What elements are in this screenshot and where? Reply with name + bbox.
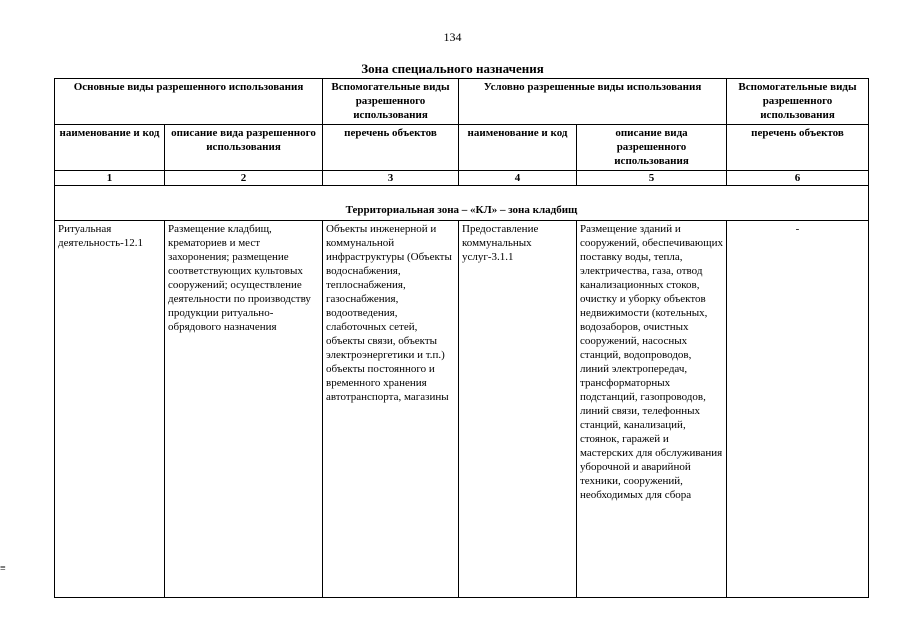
main-name-cell: Ритуальная деятельность-12.1 bbox=[55, 221, 165, 598]
page-number: 134 bbox=[443, 30, 462, 44]
header-main-types: Основные виды разрешенного использования bbox=[55, 79, 323, 125]
zone-heading: Территориальная зона – «КЛ» – зона кладбищ bbox=[55, 186, 869, 221]
header-auxiliary-2: Вспомогательные виды разрешенного использования bbox=[727, 79, 869, 125]
table-row bbox=[55, 221, 869, 598]
main-description-cell: Размещение кладбищ, крематориев и мест захоронения; размещение соответствующих культовых сооружений; осуществление деятельности по производству продукции ритуально-обрядового назначения bbox=[165, 221, 323, 598]
aux-objects-cell: Объекты инженерной и коммунальной инфраструктуры (Объекты водоснабжения, теплоснабжения, газоснабжения, водоотведения, слаботочных сетей, объекты связи, объекты электроэнергетики и т.п.) объекты постоянного и временного хранения автотранспорта, магазины bbox=[323, 221, 459, 598]
column-number: 5 bbox=[577, 171, 727, 186]
column-number: 3 bbox=[323, 171, 459, 186]
column-number: 6 bbox=[727, 171, 869, 186]
aux-objects-2-cell: - bbox=[727, 221, 869, 598]
margin-mark: ≡ bbox=[0, 563, 6, 574]
header-auxiliary: Вспомогательные виды разрешенного использования bbox=[323, 79, 459, 125]
header-description-2: описание вида разрешенного использования bbox=[577, 125, 727, 171]
cond-description-cell: Размещение зданий и сооружений, обеспечивающих поставку воды, тепла, электричества, газа, отвод канализационных стоков, очистку и уборку объектов недвижимости (котельных, водозаборов, очистных сооружений, насосных станций, водопроводов, линий электропередач, трансформаторных подстанций, газопроводов, линий связи, телефонных станций, канализаций, стоянок, гаражей и мастерских для обслуживания уборочной и аварийной техники, сооружений, необходимых для сбора bbox=[577, 221, 727, 598]
column-number: 2 bbox=[165, 171, 323, 186]
header-conditional: Условно разрешенные виды использования bbox=[459, 79, 727, 125]
zone-heading-row bbox=[55, 186, 869, 221]
header-objects-list: перечень объектов bbox=[323, 125, 459, 171]
column-number: 4 bbox=[459, 171, 577, 186]
header-name-code-2: наименование и код bbox=[459, 125, 577, 171]
column-number-row bbox=[55, 171, 869, 186]
header-objects-list-2: перечень объектов bbox=[727, 125, 869, 171]
header-row-subcolumns bbox=[55, 125, 869, 171]
header-description: описание вида разрешенного использования bbox=[165, 125, 323, 171]
column-number: 1 bbox=[55, 171, 165, 186]
document-title: Зона специального назначения bbox=[361, 61, 544, 76]
header-name-code: наименование и код bbox=[55, 125, 165, 171]
cond-name-cell: Предоставление коммунальных услуг-3.1.1 bbox=[459, 221, 577, 598]
zoning-table bbox=[54, 78, 869, 598]
header-row-groups bbox=[55, 79, 869, 125]
